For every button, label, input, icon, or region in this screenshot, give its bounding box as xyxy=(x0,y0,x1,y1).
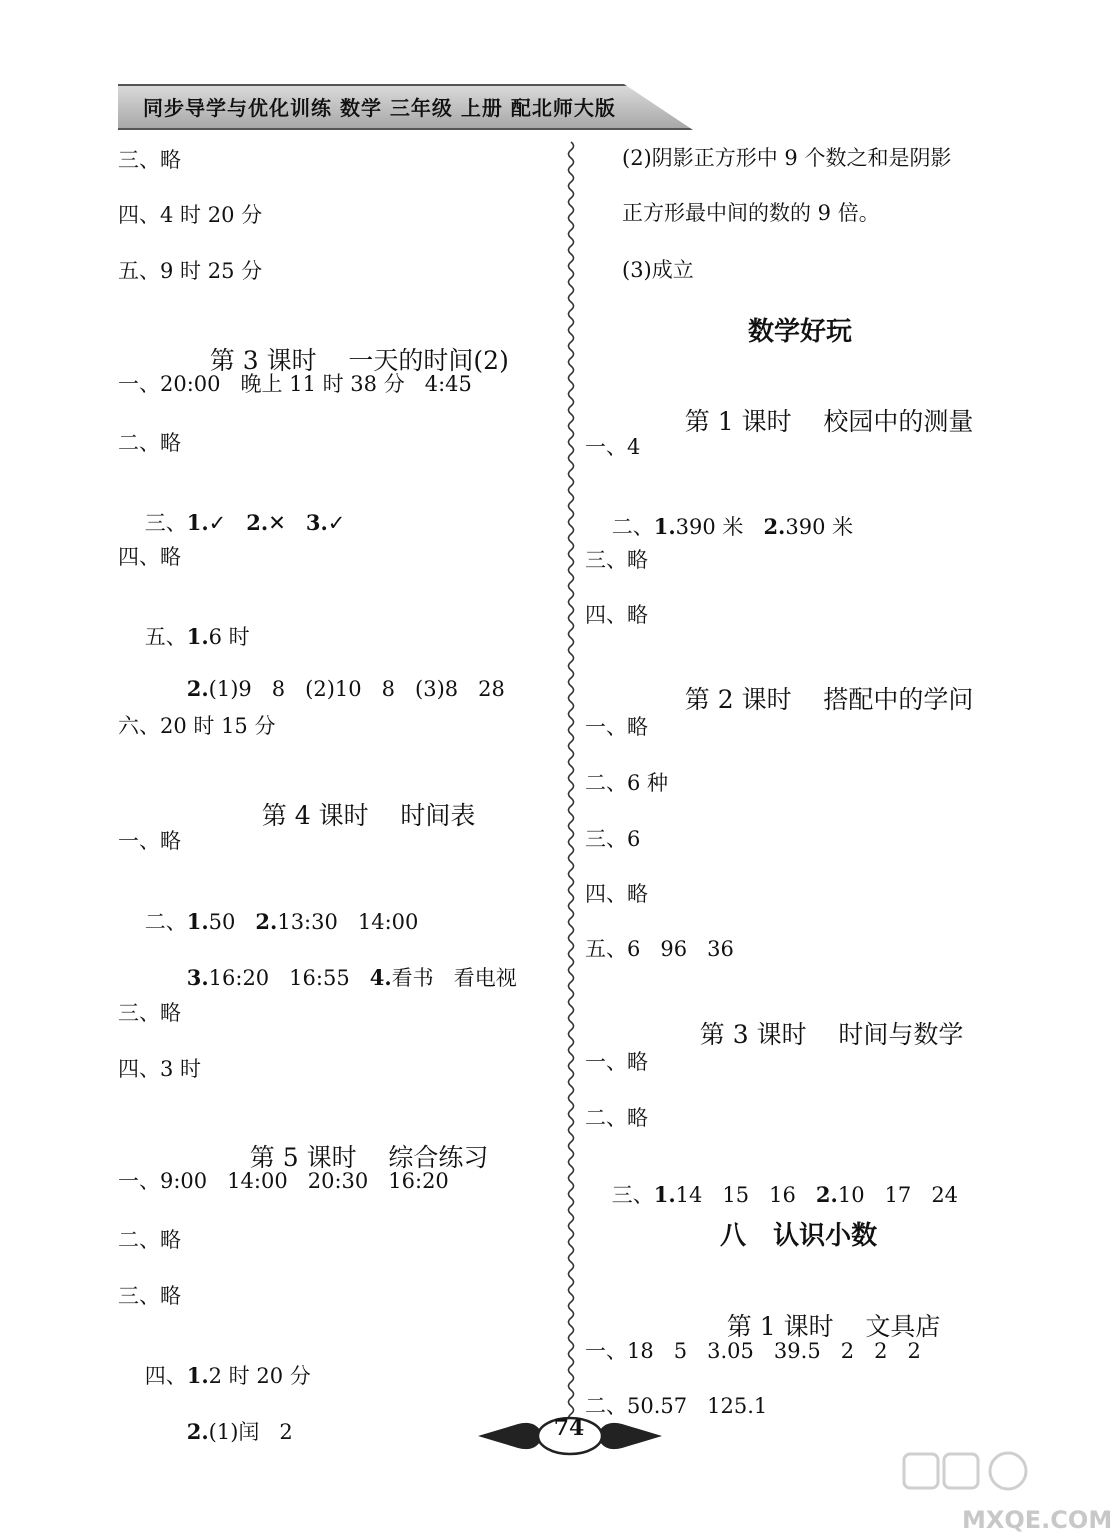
answer-line: 一、18 5 3.05 39.5 2 2 2 xyxy=(585,1339,921,1363)
check-mark: ✓ xyxy=(327,511,346,535)
answer-line: 一、略 xyxy=(585,1050,648,1074)
answer-text: (1)闰 2 xyxy=(208,1420,293,1444)
item-marker: 五、 xyxy=(144,625,187,649)
page-number: 74 xyxy=(553,1415,585,1441)
answer-line: 四、3 时 xyxy=(118,1057,202,1081)
lesson-number: 第 1 课时 xyxy=(726,1312,834,1341)
lesson-title: 文具店 xyxy=(865,1312,941,1341)
answer-line: 四、略 xyxy=(118,545,181,569)
answer-text: 50 xyxy=(208,910,256,934)
answer-text: 390 米 xyxy=(785,515,854,539)
answer-line: 二、50.57 125.1 xyxy=(585,1394,768,1418)
answer-text: 看书 看电视 xyxy=(391,966,517,990)
item-marker: 二、 xyxy=(611,515,654,539)
answer-line: 三、略 xyxy=(118,1284,181,1308)
sub-number: 4. xyxy=(369,965,392,990)
answer-text: 2 时 20 分 xyxy=(208,1364,311,1388)
answer-text: 16:20 16:55 xyxy=(208,966,370,990)
answer-text: (1)9 8 (2)10 8 (3)8 28 xyxy=(208,677,505,701)
lesson-number: 第 1 课时 xyxy=(684,407,792,436)
cross-mark: ✕ xyxy=(268,511,306,535)
sub-number: 1. xyxy=(186,909,209,934)
answer-line: 四、4 时 20 分 xyxy=(118,203,263,227)
unit-heading: 数学好玩 xyxy=(748,317,853,347)
answer-line: 三、略 xyxy=(118,148,181,172)
sub-number: 1. xyxy=(186,510,209,535)
lesson-heading xyxy=(653,651,973,745)
answer-line: 一、略 xyxy=(585,715,648,739)
sub-number: 1. xyxy=(186,624,209,649)
answer-line: 一、9:00 14:00 20:30 16:20 xyxy=(118,1169,449,1193)
answer-line: (3)成立 xyxy=(622,258,694,282)
lesson-number: 第 3 课时 xyxy=(209,346,317,375)
answer-line: 一、20:00 晚上 11 时 38 分 4:45 xyxy=(118,372,472,396)
answer-line: (2)阴影正方形中 9 个数之和是阴影 xyxy=(622,146,952,170)
answer-line: 二、略 xyxy=(585,1106,648,1130)
lesson-title: 综合练习 xyxy=(388,1143,489,1172)
answer-line xyxy=(160,938,517,1016)
lesson-number: 第 5 课时 xyxy=(249,1143,357,1172)
answer-line: 二、略 xyxy=(118,431,181,455)
lesson-title: 一天的时间(2) xyxy=(348,346,509,375)
column-divider xyxy=(565,142,577,1422)
item-marker: 二、 xyxy=(144,910,187,934)
answer-line: 四、略 xyxy=(585,603,648,627)
answer-text: 10 17 24 xyxy=(837,1183,959,1207)
lesson-heading xyxy=(653,373,973,467)
lesson-title: 搭配中的学问 xyxy=(823,685,974,714)
sub-number: 2. xyxy=(246,510,269,535)
lesson-title: 校园中的测量 xyxy=(823,407,974,436)
answer-line: 三、略 xyxy=(585,548,648,572)
answer-line: 二、6 种 xyxy=(585,771,669,795)
header-title: 同步导学与优化训练 数学 三年级 上册 配北师大版 xyxy=(143,96,616,120)
answer-text: 390 米 xyxy=(675,515,764,539)
sub-number: 3. xyxy=(186,965,209,990)
answer-line: 三、6 xyxy=(585,827,641,851)
sub-number: 1. xyxy=(653,514,676,539)
watermark-text: MXQE.COM xyxy=(962,1506,1112,1534)
unit-heading: 八 认识小数 xyxy=(720,1221,878,1251)
sub-number: 2. xyxy=(815,1182,838,1207)
answer-line: 六、20 时 15 分 xyxy=(118,714,276,738)
item-marker: 三、 xyxy=(611,1183,654,1207)
answer-line: 一、略 xyxy=(118,829,181,853)
lesson-title: 时间表 xyxy=(400,801,476,830)
answer-text: 14 15 16 xyxy=(675,1183,816,1207)
lesson-heading xyxy=(230,767,475,861)
sub-number: 2. xyxy=(186,676,209,701)
lesson-number: 第 4 课时 xyxy=(261,801,369,830)
item-marker: 三、 xyxy=(144,511,187,535)
lesson-heading xyxy=(668,986,963,1080)
lesson-number: 第 3 课时 xyxy=(699,1020,807,1049)
answer-text: 13:30 14:00 xyxy=(277,910,419,934)
check-mark: ✓ xyxy=(208,511,247,535)
sub-number: 2. xyxy=(255,909,278,934)
answer-line: 四、略 xyxy=(585,882,648,906)
lesson-number: 第 2 课时 xyxy=(684,685,792,714)
item-marker: 四、 xyxy=(144,1364,187,1388)
sub-number: 2. xyxy=(186,1419,209,1444)
answer-line xyxy=(160,1392,293,1470)
lesson-title: 时间与数学 xyxy=(838,1020,964,1049)
sub-number: 1. xyxy=(653,1182,676,1207)
answer-text: 6 时 xyxy=(208,625,250,649)
sub-number: 2. xyxy=(763,514,786,539)
answer-line: 一、4 xyxy=(585,435,641,459)
answer-line: 五、9 时 25 分 xyxy=(118,259,263,283)
answer-line: 二、略 xyxy=(118,1228,181,1252)
answer-line: 正方形最中间的数的 9 倍。 xyxy=(622,201,880,225)
sub-number: 1. xyxy=(186,1363,209,1388)
answer-line: 三、略 xyxy=(118,1001,181,1025)
sub-number: 3. xyxy=(305,510,328,535)
answer-line: 五、6 96 36 xyxy=(585,937,734,961)
